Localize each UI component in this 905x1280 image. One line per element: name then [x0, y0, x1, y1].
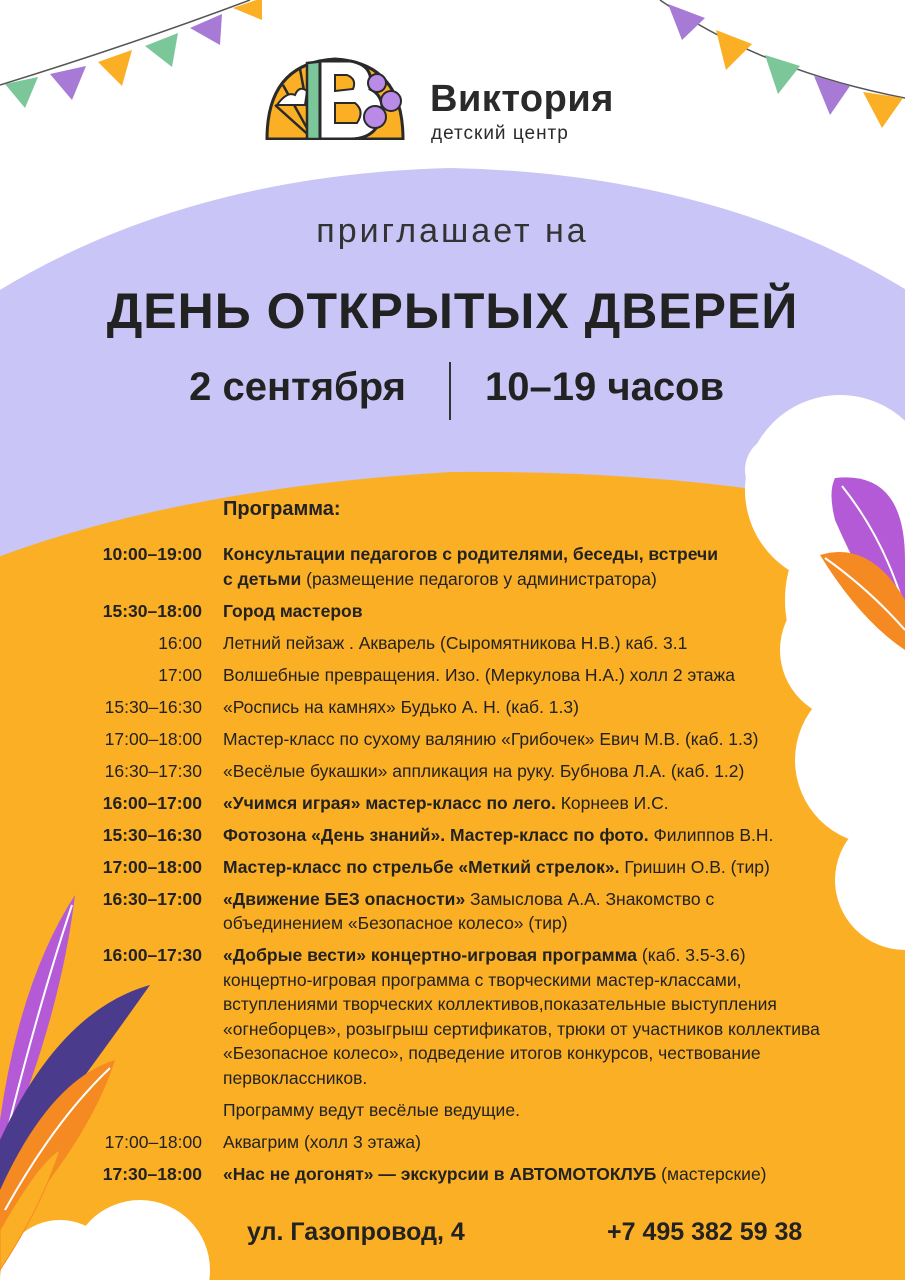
program-item-description	[223, 887, 830, 936]
program-item-description	[223, 943, 830, 1090]
program-item-description	[223, 759, 830, 784]
program-item-time: 15:30–16:30	[102, 824, 202, 845]
program-item-description	[223, 1098, 830, 1123]
program-item-details: Замыслова А.А. Знакомство с объединением «Безопасное колесо» (тир)	[223, 888, 715, 933]
program-item	[70, 727, 830, 752]
program-item-time: 15:30–16:30	[104, 696, 202, 717]
brand-subtitle: детский центр	[431, 123, 569, 144]
program-item-description	[223, 542, 830, 591]
program-item-description	[223, 663, 830, 688]
program-item-details: «Весёлые букашки» аппликация на руку. Бубнова Л.А. (каб. 1.2)	[223, 760, 745, 781]
program-item-title: Консультации педагогов с родителями, беседы, встречи	[223, 544, 718, 564]
event-date: 2 сентября	[189, 365, 406, 409]
program-item-time: 16:00–17:30	[102, 945, 202, 965]
event-title: ДЕНЬ ОТКРЫТЫХ ДВЕРЕЙ	[106, 283, 799, 339]
program-item-description	[223, 631, 830, 656]
program-item	[70, 759, 830, 784]
program-item-time: 15:30–18:00	[102, 600, 202, 621]
program-item-description	[223, 791, 830, 816]
program-item-details: (размещение педагогов у администратора)	[301, 568, 657, 589]
program-item-details: Программу ведут весёлые ведущие.	[223, 1099, 520, 1120]
program-item-time: 10:00–19:00	[102, 544, 202, 564]
program-item-title: «Нас не догонят» — экскурсии в АВТОМОТОКЛУБ	[223, 1163, 657, 1184]
brand-name: Виктория	[430, 78, 614, 120]
date-divider	[449, 362, 451, 420]
program-item-title: Мастер-класс по стрельбе «Меткий стрелок».	[223, 856, 620, 877]
program-item-details: «Роспись на камнях» Будько А. Н. (каб. 1.3)	[223, 696, 579, 717]
program-item	[70, 823, 830, 848]
program-item-title: «Движение БЕЗ опасности»	[223, 888, 466, 909]
program-item	[70, 695, 830, 720]
program-item-time: 17:00	[158, 664, 202, 685]
phone-number: +7 495 382 59 38	[607, 1218, 803, 1246]
program-item-description	[223, 727, 830, 752]
event-hours: 10–19 часов	[485, 365, 725, 409]
program-item-title: «Добрые вести» концертно-игровая программа	[223, 945, 638, 965]
invite-text: приглашает на	[316, 212, 589, 250]
program-item	[70, 943, 830, 1090]
program-item-details: Корнеев И.С.	[555, 792, 669, 813]
program-item	[70, 631, 830, 656]
program-item-details: Летний пейзаж . Акварель (Сыромятникова Н.В.) каб. 3.1	[223, 632, 688, 653]
program-item-details: (каб. 3.5-3.6) концертно-игровая программа с творческими мастер-классами, вступлениями творческих коллективов,показательные выступления «огнеборцев», розыгрыш сертификатов, трюки от участников коллектива «Безопасное колесо», подведение итогов конкурсов, чествование первоклассников.	[223, 945, 820, 1088]
program-item-details: (мастерские)	[656, 1163, 767, 1184]
program-item-details: Мастер-класс по сухому валянию «Грибочек» Евич М.В. (каб. 1.3)	[223, 728, 759, 749]
program-item-description	[223, 855, 830, 880]
program-item-time: 16:00–17:00	[102, 792, 202, 813]
program-item-description	[223, 695, 830, 720]
program-item	[70, 1130, 830, 1155]
address-text: ул. Газопровод, 4	[247, 1218, 465, 1246]
program-item	[70, 887, 830, 936]
program-item	[70, 663, 830, 688]
program-item-details: Аквагрим (холл 3 этажа)	[223, 1131, 421, 1152]
stained-glass-b-logo-icon	[265, 55, 405, 140]
program-item-time: 16:30–17:30	[104, 760, 202, 781]
program-item-time: 17:00–18:00	[104, 1131, 202, 1152]
program-item	[70, 1098, 830, 1123]
program-heading: Программа:	[223, 498, 341, 520]
program-item-time: 17:00–18:00	[102, 856, 202, 877]
program-item-details: Филиппов В.Н.	[648, 824, 774, 845]
program-item-description	[223, 823, 830, 848]
program-item-time	[70, 1098, 202, 1123]
program-item-time: 16:00	[158, 632, 202, 653]
program-item	[70, 1162, 830, 1187]
program-item-title: «Учимся играя» мастер-класс по лего.	[223, 792, 556, 813]
program-item-title: Фотозона «День знаний». Мастер-класс по фото.	[223, 824, 649, 845]
program-item-time: 16:30–17:00	[102, 888, 202, 909]
program-item	[70, 791, 830, 816]
program-item-title: с детьми	[223, 568, 302, 589]
program-item-description	[223, 1130, 830, 1155]
program-item	[70, 542, 830, 591]
program-item	[70, 855, 830, 880]
program-item-details: Гришин О.В. (тир)	[619, 856, 770, 877]
program-item-description	[223, 599, 830, 624]
program-item-time: 17:30–18:00	[102, 1163, 202, 1184]
program-item-description	[223, 1162, 830, 1187]
program-item-time: 17:00–18:00	[104, 728, 202, 749]
program-item-title: Город мастеров	[223, 600, 363, 621]
program-item	[70, 599, 830, 624]
program-schedule	[70, 542, 830, 1194]
program-item-details: Волшебные превращения. Изо. (Меркулова Н.А.) холл 2 этажа	[223, 664, 735, 685]
